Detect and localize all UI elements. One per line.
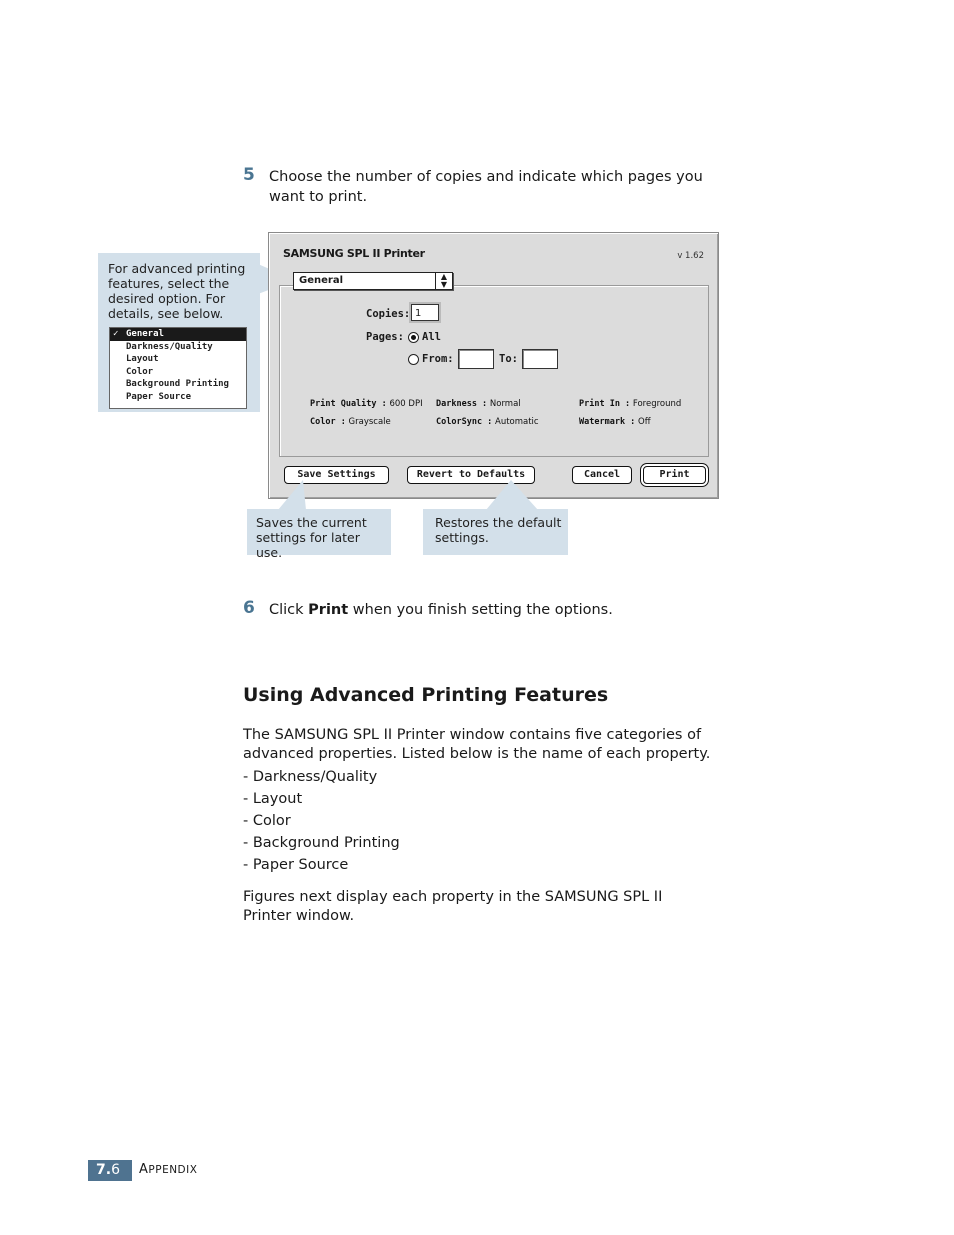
- category-list: [109, 327, 247, 409]
- pages-range-radio[interactable]: [408, 354, 419, 365]
- all-label: All: [422, 331, 441, 343]
- to-label: To:: [499, 353, 518, 365]
- section-intro: The SAMSUNG SPL II Printer window contains five categories of advanced properties. Listed below is the name of each property.: [243, 727, 711, 762]
- to-input[interactable]: [522, 349, 558, 369]
- section-heading: Using Advanced Printing Features: [243, 684, 609, 706]
- print-button[interactable]: Print: [643, 466, 706, 484]
- dialog-version: v 1.62: [677, 251, 704, 261]
- darkness-info: Darkness : Normal: [436, 399, 521, 409]
- colorsync-info: ColorSync : Automatic: [436, 417, 539, 427]
- step-6-text: Click Print when you finish setting the options.: [269, 602, 613, 618]
- footer-section-label: APPENDIX: [139, 1162, 198, 1177]
- from-input[interactable]: [458, 349, 494, 369]
- watermark-info: Watermark : Off: [579, 417, 651, 427]
- from-label: From:: [422, 353, 454, 365]
- list-item-darkness-quality[interactable]: Darkness/Quality: [126, 341, 213, 352]
- copies-input[interactable]: 1: [411, 304, 439, 321]
- updown-arrows-icon: ▲ ▼: [435, 273, 452, 289]
- callout-revert-defaults: [423, 509, 568, 555]
- dialog-title: SAMSUNG SPL II Printer: [283, 247, 425, 260]
- copies-label: Copies:: [366, 308, 411, 320]
- settings-group: [279, 285, 709, 457]
- pages-label: Pages:: [366, 331, 404, 343]
- step-6-number: 6: [243, 598, 255, 618]
- property-list: [243, 766, 400, 876]
- callout-save-settings: [247, 509, 391, 560]
- print-quality-info: Print Quality : 600 DPI: [310, 399, 423, 409]
- color-info: Color : Grayscale: [310, 417, 391, 427]
- callout-advanced-options: [98, 253, 260, 412]
- section-outro: Figures next display each property in the SAMSUNG SPL II Printer window.: [243, 889, 663, 924]
- category-popup[interactable]: [293, 272, 453, 290]
- list-item-layout[interactable]: Layout: [126, 354, 159, 364]
- property-item: - Paper Source: [243, 857, 349, 873]
- printer-dialog: [268, 232, 719, 499]
- list-item-general[interactable]: ✓ General: [110, 328, 246, 341]
- list-item-color[interactable]: Color: [126, 366, 154, 377]
- property-item: - Darkness/Quality: [243, 769, 378, 785]
- category-popup-value: General: [299, 275, 343, 286]
- check-icon: ✓: [113, 329, 119, 339]
- cancel-button[interactable]: Cancel: [572, 466, 632, 484]
- callout-revert-text: Restores the default settings.: [435, 515, 562, 545]
- property-item: - Layout: [243, 791, 303, 807]
- list-item-background-printing[interactable]: Background Printing: [126, 379, 229, 389]
- step-5-text: Choose the number of copies and indicate which pages you want to print.: [269, 169, 703, 205]
- page-number-badge: 7.6: [88, 1160, 132, 1181]
- property-item: - Background Printing: [243, 835, 400, 851]
- list-item-paper-source[interactable]: Paper Source: [126, 391, 192, 402]
- property-item: - Color: [243, 813, 291, 829]
- callout-advanced-text: For advanced printing features, select the desired option. For details, see below.: [108, 261, 246, 321]
- step-5-number: 5: [243, 165, 255, 185]
- revert-defaults-button[interactable]: Revert to Defaults: [407, 466, 535, 484]
- save-settings-button[interactable]: Save Settings: [284, 466, 389, 484]
- print-in-info: Print In : Foreground: [579, 399, 682, 409]
- callout-save-text: Saves the current settings for later use.: [256, 515, 367, 560]
- pages-all-radio[interactable]: [408, 332, 419, 343]
